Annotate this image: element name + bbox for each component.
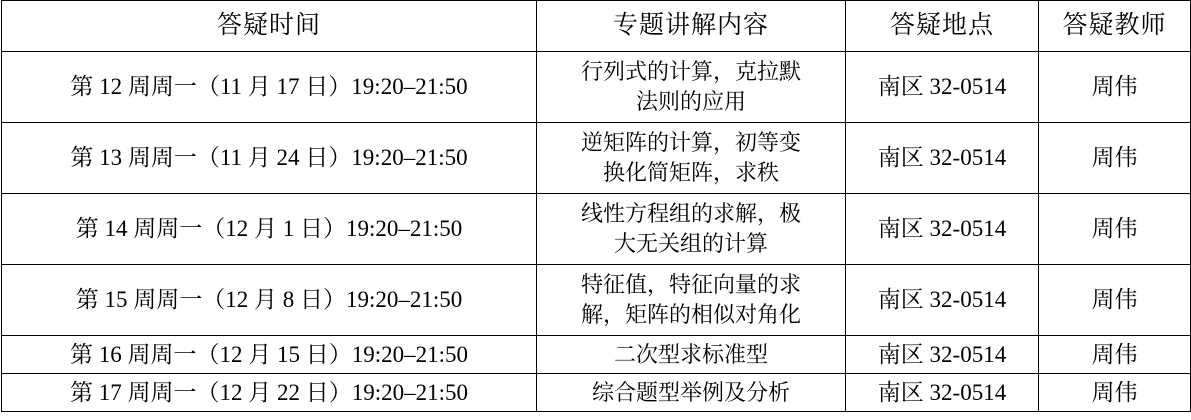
table-header-row	[2, 1, 1191, 52]
cell-teacher: 周伟	[1039, 265, 1191, 336]
cell-time: 第 13 周周一（11 月 24 日）19:20–21:50	[2, 123, 537, 194]
cell-location: 南区 32-0514	[846, 374, 1039, 412]
cell-teacher: 周伟	[1039, 336, 1191, 374]
cell-location: 南区 32-0514	[846, 194, 1039, 265]
topic-line: 逆矩阵的计算，初等变	[580, 130, 801, 156]
topic-line: 法则的应用	[635, 89, 746, 114]
cell-teacher: 周伟	[1039, 194, 1191, 265]
topic-line: 行列式的计算，克拉默	[580, 59, 801, 85]
cell-topic	[537, 374, 846, 412]
topic-line: 大无关组的计算	[613, 231, 768, 256]
column-header-location: 答疑地点	[846, 1, 1039, 52]
cell-time: 第 12 周周一（11 月 17 日）19:20–21:50	[2, 52, 537, 123]
topic-line: 二次型求标准型	[613, 341, 768, 367]
cell-time: 第 16 周周一（12 月 15 日）19:20–21:50	[2, 336, 537, 374]
cell-teacher: 周伟	[1039, 374, 1191, 412]
column-header-time: 答疑时间	[2, 1, 537, 52]
cell-location: 南区 32-0514	[846, 265, 1039, 336]
cell-teacher: 周伟	[1039, 123, 1191, 194]
topic-line: 换化简矩阵，求秩	[602, 160, 779, 185]
cell-topic	[537, 265, 846, 336]
column-header-topic: 专题讲解内容	[537, 1, 846, 52]
table-header	[2, 1, 1191, 52]
topic-line: 综合题型举例及分析	[591, 379, 790, 405]
column-header-teacher: 答疑教师	[1039, 1, 1191, 52]
topic-line: 线性方程组的求解，极	[580, 201, 801, 227]
table-row	[2, 374, 1191, 412]
cell-topic	[537, 123, 846, 194]
cell-teacher: 周伟	[1039, 52, 1191, 123]
table-body	[2, 52, 1191, 412]
cell-time: 第 17 周周一（12 月 22 日）19:20–21:50	[2, 374, 537, 412]
cell-topic	[537, 336, 846, 374]
cell-location: 南区 32-0514	[846, 52, 1039, 123]
topic-line: 解，矩阵的相似对角化	[580, 302, 801, 327]
table-row	[2, 336, 1191, 374]
cell-location: 南区 32-0514	[846, 336, 1039, 374]
cell-time: 第 15 周周一（12 月 8 日）19:20–21:50	[2, 265, 537, 336]
cell-topic	[537, 52, 846, 123]
cell-location: 南区 32-0514	[846, 123, 1039, 194]
topic-line: 特征值，特征向量的求	[580, 272, 801, 298]
table-row	[2, 52, 1191, 123]
tutoring-schedule-table	[1, 0, 1191, 412]
cell-time: 第 14 周周一（12 月 1 日）19:20–21:50	[2, 194, 537, 265]
cell-topic	[537, 194, 846, 265]
table-row	[2, 123, 1191, 194]
table-row	[2, 265, 1191, 336]
table-row	[2, 194, 1191, 265]
